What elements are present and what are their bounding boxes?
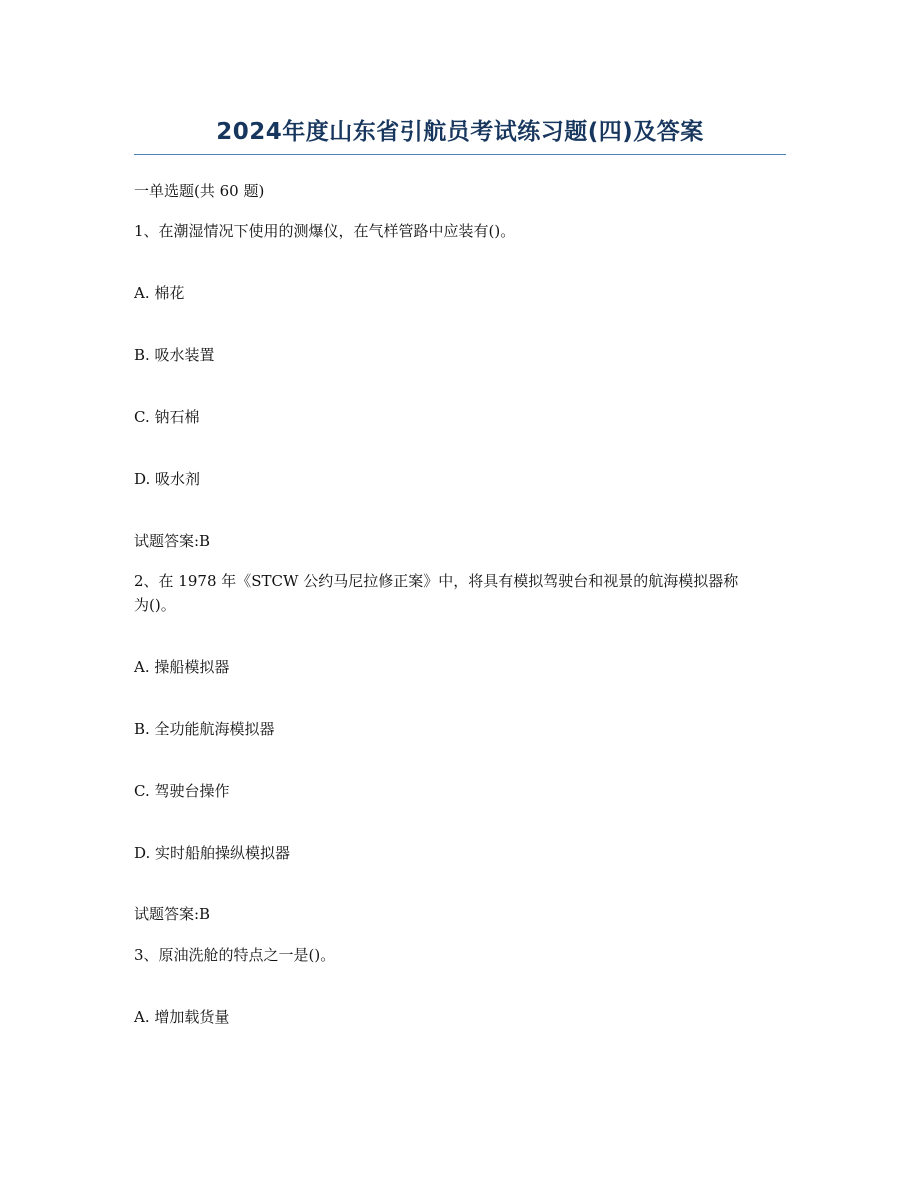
question-3-stem: 3、原油洗舱的特点之一是()。 bbox=[134, 946, 336, 964]
question-3-option-a: A. 增加载货量 bbox=[134, 1008, 230, 1026]
title-divider bbox=[134, 154, 786, 155]
question-1-option-d: D. 吸水剂 bbox=[134, 470, 201, 488]
question-2-option-b: B. 全功能航海模拟器 bbox=[134, 720, 275, 738]
question-1-stem: 1、在潮湿情况下使用的测爆仪，在气样管路中应装有()。 bbox=[134, 222, 516, 240]
question-2-option-c: C. 驾驶台操作 bbox=[134, 782, 230, 800]
question-1-option-a: A. 棉花 bbox=[134, 284, 185, 302]
question-2-option-a: A. 操船模拟器 bbox=[134, 658, 230, 676]
question-1-answer: 试题答案:B bbox=[134, 532, 211, 550]
question-1-option-c: C. 钠石棉 bbox=[134, 408, 200, 426]
question-2-stem-line-1: 2、在 1978 年《STCW 公约马尼拉修正案》中，将具有模拟驾驶台和视景的航海模拟器称 bbox=[134, 572, 739, 590]
document-title: 2024年度山东省引航员考试练习题(四)及答案 bbox=[216, 119, 704, 145]
section-heading: 一单选题(共 60 题) bbox=[134, 182, 265, 200]
question-2-option-d: D. 实时船舶操纵模拟器 bbox=[134, 844, 291, 862]
question-2-answer: 试题答案:B bbox=[134, 905, 211, 923]
question-2-stem-line-2: 为()。 bbox=[134, 596, 176, 614]
question-1-option-b: B. 吸水装置 bbox=[134, 346, 215, 364]
